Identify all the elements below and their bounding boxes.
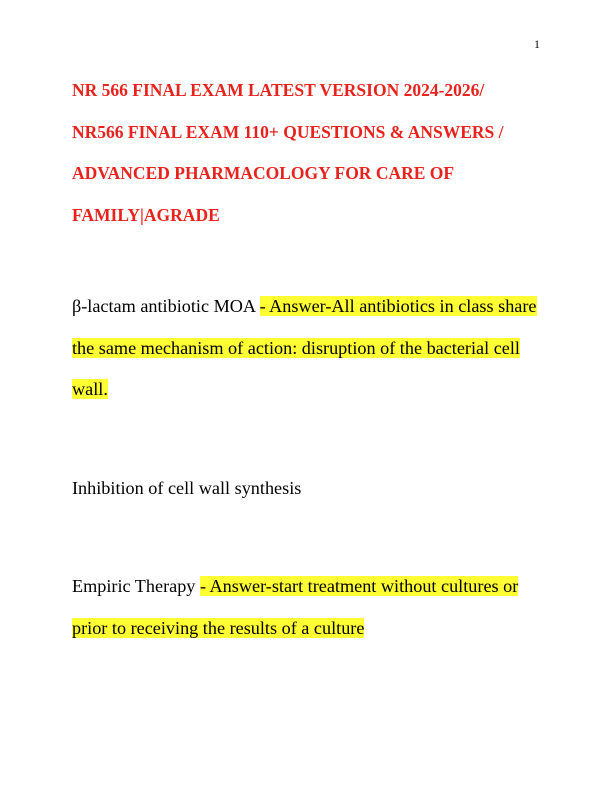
- question-term: Inhibition of cell wall synthesis: [72, 478, 302, 498]
- qa-line: [72, 468, 542, 510]
- highlighted-answer: the same mechanism of action: disruption of the bacterial cell: [72, 337, 520, 358]
- document-title: [72, 70, 552, 236]
- qa-entry-cell-wall-inhibition: [72, 468, 542, 510]
- qa-line: [72, 566, 542, 608]
- qa-line: [72, 369, 542, 411]
- highlighted-answer: wall.: [72, 379, 108, 399]
- qa-line: [72, 328, 542, 370]
- title-line-2: NR566 FINAL EXAM 110+ QUESTIONS & ANSWERS /: [72, 121, 504, 142]
- qa-line: [72, 608, 542, 650]
- qa-entry-beta-lactam: [72, 286, 542, 411]
- highlighted-answer: - Answer-All antibiotics in class share: [259, 296, 537, 316]
- highlighted-answer: prior to receiving the results of a culture: [72, 617, 365, 638]
- highlighted-answer: - Answer-start treatment without cultures or: [199, 576, 519, 596]
- question-term: β-lactam antibiotic MOA: [72, 296, 260, 316]
- title-line-1: NR 566 FINAL EXAM LATEST VERSION 2024-2026/: [72, 80, 485, 100]
- qa-line: [72, 286, 542, 328]
- qa-entry-empiric-therapy: [72, 566, 542, 649]
- page-number: 1: [534, 37, 540, 51]
- question-term: Empiric Therapy: [72, 576, 200, 596]
- title-line-4: FAMILY|AGRADE: [72, 204, 220, 225]
- title-line-3: ADVANCED PHARMACOLOGY FOR CARE OF: [72, 163, 455, 183]
